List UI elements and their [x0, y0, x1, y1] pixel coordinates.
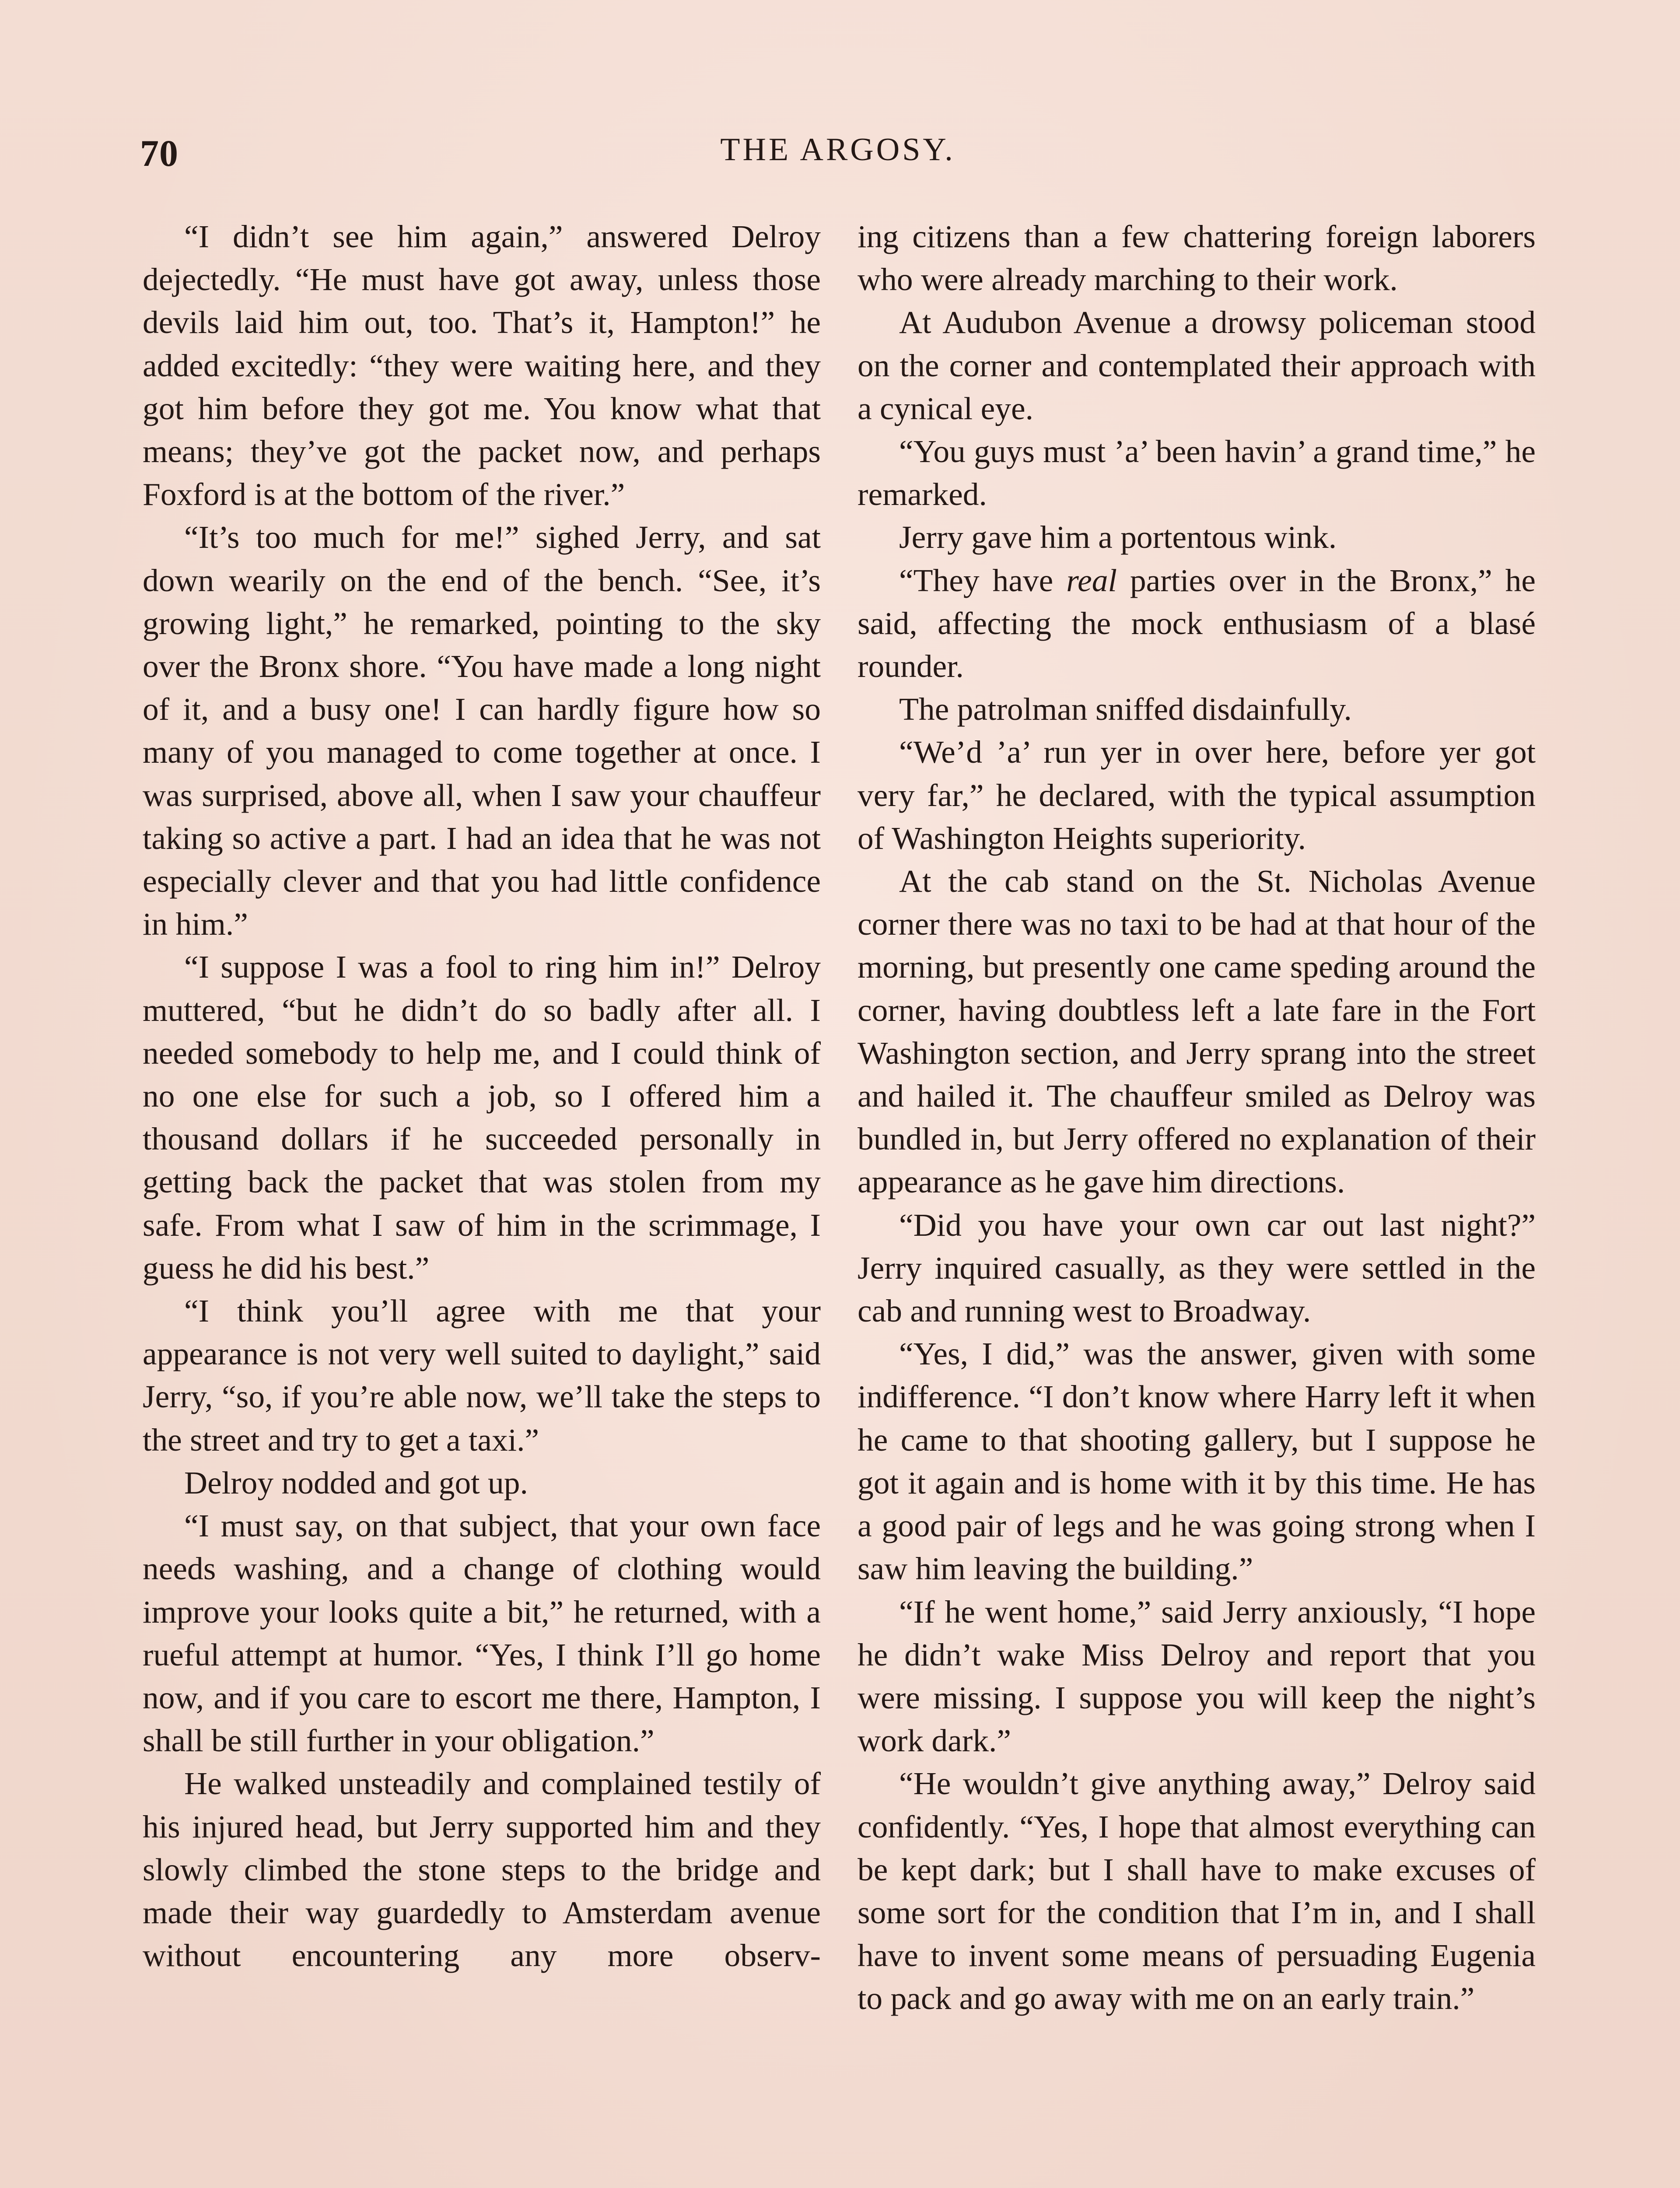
paragraph: “He wouldn’t give anything away,” Delroy said confidently. “Yes, I hope that almost everything can be kept dark; but I shall have to make excuses of some sort for the condition that I’m in, and I shall have to invent some means of persuading Eugenia to pack and go away with me on an early train.”	[858, 1766, 1536, 2016]
paragraph: He walked unsteadily and complained testily of his injured head, but Jerry supported him and they slowly climbed the stone steps to the bridge and made their way guardedly to Amsterdam avenue without encountering any more observ-	[143, 1766, 821, 1974]
page-header	[140, 131, 1536, 184]
running-title: THE ARGOSY.	[720, 132, 956, 168]
paragraph: “You guys must ’a’ been havin’ a grand time,” he remarked.	[858, 434, 1536, 512]
paragraph: ing citizens than a few chattering foreign laborers who were already marching to their work.	[858, 219, 1536, 298]
paragraph: “We’d ’a’ run yer in over here, before yer got very far,” he declared, with the typical assumption of Washington Heights superiority.	[858, 734, 1536, 856]
paragraph	[858, 559, 1536, 688]
paragraph: At Audubon Avenue a drowsy policeman stood on the corner and contemplated their approach with a cynical eye.	[858, 305, 1536, 426]
paragraph: Delroy nodded and got up.	[184, 1465, 528, 1501]
paragraph: “I suppose I was a fool to ring him in!” Delroy muttered, “but he didn’t do so badly after all. I needed somebody to help me, and I could think of no one else for such a job, so I offered him a thousand dollars if he succeeded personally in getting back the packet that was stolen from my safe. From what I saw of him in the scrimmage, I guess he did his best.”	[143, 949, 821, 1286]
paragraph: “Did you have your own car out last night?” Jerry inquired casually, as they were settled in the cab and running west to Broadway.	[858, 1207, 1536, 1329]
right-column	[858, 215, 1536, 2020]
paragraph: At the cab stand on the St. Nicholas Avenue corner there was no taxi to be had at that hour of the morning, but presently one came speding around the corner, having doubtless left a late fare in the Fort Washington section, and Jerry sprang into the street and hailed it. The chauffeur smiled as Delroy was bundled in, but Jerry offered no explanation of their appearance as he gave him directions.	[858, 863, 1536, 1200]
paragraph: Jerry gave him a portentous wink.	[899, 519, 1337, 555]
paragraph: “It’s too much for me!” sighed Jerry, and sat down wearily on the end of the bench. “See, it’s growing light,” he remarked, pointing to the sky over the Bronx shore. “You have made a long night of it, and a busy one! I can hardly figure how so many of you managed to come together at once. I was surprised, above all, when I saw your chauffeur taking so active a part. I had an idea that he was not especially clever and that you had little confidence in him.”	[143, 519, 821, 942]
paragraph: “I think you’ll agree with me that your appearance is not very well suited to daylight,” said Jerry, “so, if you’re able now, we’ll take the steps to the street and try to get a taxi.”	[143, 1293, 821, 1458]
paragraph: “I didn’t see him again,” answered Delroy dejectedly. “He must have got away, unless those devils laid him out, too. That’s it, Hampton!” he added excitedly: “they were waiting here, and they got him before they got me. You know what that means; they’ve got the packet now, and perhaps Foxford is at the bottom of the river.”	[143, 219, 821, 512]
paragraph: “Yes, I did,” was the answer, given with some indifference. “I don’t know where Harry left it when he came to that shooting gallery, but I suppose he got it again and is home with it by this time. He has a good pair of legs and he was going strong when I saw him leaving the building.”	[858, 1336, 1536, 1587]
paragraph-text: “They have	[899, 562, 1067, 598]
page-number: 70	[140, 132, 178, 174]
emphasized-word: real	[1066, 562, 1117, 598]
paragraph-text: parties over in the Bronx,” he said, affecting the mock enthusiasm of a blasé rounder.	[858, 562, 1536, 684]
left-column	[143, 215, 821, 1977]
paragraph: The patrolman sniffed disdainfully.	[899, 691, 1352, 727]
paragraph: “If he went home,” said Jerry anxiously, “I hope he didn’t wake Miss Delroy and report that you were missing. I suppose you will keep the night’s work dark.”	[858, 1594, 1536, 1759]
paragraph: “I must say, on that subject, that your own face needs washing, and a change of clothing would improve your looks quite a bit,” he returned, with a rueful attempt at humor. “Yes, I think I’ll go home now, and if you care to escort me there, Hampton, I shall be still further in your obligation.”	[143, 1508, 821, 1759]
